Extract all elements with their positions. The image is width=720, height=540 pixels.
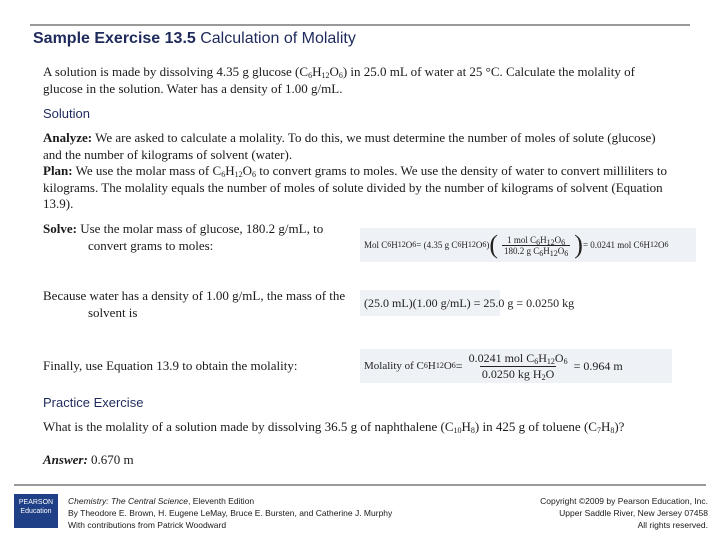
footer-citation: Chemistry: The Central Science, Eleventh Edition By Theodore E. Brown, H. Eugene LeMay, Bruce E. Bursten, and Catherine J. Murphy With contributions from Patrick Woodward bbox=[68, 496, 393, 530]
mass-equation: (25.0 mL)(1.00 g/mL) = 25.0 g = 0.0250 kg bbox=[360, 290, 500, 316]
top-divider bbox=[30, 24, 690, 26]
solution-heading: Solution bbox=[43, 106, 90, 121]
publisher-logo: PEARSON Education bbox=[14, 494, 58, 528]
moles-fraction: $\frac{1 mol C_6H_{12}O_6}{180.2 g C_6H_{12}O_6}$ bbox=[504, 234, 569, 258]
molality-fraction: $\frac{0.0241 mol C_6H_{12}O_6}{0.0250 kg H_2O}$ bbox=[468, 350, 568, 382]
molality-equation: Molality of C 6 H 12 O 6 = $\frac{0.0241 mol C_6H_{12}O_6}{0.0250 kg H_2O}$ = 0.964 m bbox=[360, 349, 672, 383]
moles-equation: Mol C 6 H 12 O 6 = (4.35 g C 6 H 12 O 6 ) ( $\frac{1 mol C_6H_{12}O_6}{180.2 g C_6H_{12}O_6}$ ) = 0.0241 mol C 6 H 12 O 6 bbox=[360, 228, 696, 262]
practice-question: What is the molality of a solution made by dissolving 36.5 g of naphthalene $(C_{10}H_8)$ in 425 g of toluene $(C_7H_8)$? bbox=[43, 419, 625, 435]
footer-copyright: Copyright ©2009 by Pearson Education, Inc. Upper Saddle River, New Jersey 07458 All rights reserved. bbox=[540, 496, 708, 530]
bottom-divider bbox=[14, 484, 706, 486]
problem-statement: A solution is made by dissolving 4.35 g glucose $(C_6H_{12}O_6)$ in 25.0 mL of water at 25 °C. Calculate the molality of glucose in the solution. Water has a density of 1.00 g/mL. bbox=[43, 64, 635, 96]
finally-paragraph: Finally, use Equation 13.9 to obtain the molality: bbox=[43, 358, 298, 373]
solve-paragraph: Solve: Use the molar mass of glucose, 180.2 g/mL, to convert grams to moles: bbox=[43, 221, 324, 253]
density-paragraph: Because water has a density of 1.00 g/mL, the mass of the solvent is bbox=[43, 288, 346, 320]
practice-answer: Answer: 0.670 m bbox=[43, 452, 134, 467]
analyze-paragraph: Analyze: We are asked to calculate a molality. To do this, we must determine the number of moles of solute (glucose) and the number of kilograms of solvent (water). bbox=[43, 130, 656, 162]
plan-paragraph: Plan: We use the molar mass of $C_6H_{12}O_6$ to convert grams to moles. We use the density of water to convert milliliters to kilograms. The molality equals the number of moles of solute divided by the number of kilograms of solvent (Equation 13.9). bbox=[43, 163, 667, 211]
page-title: Sample Exercise 13.5 Calculation of Molality bbox=[33, 30, 356, 47]
practice-heading: Practice Exercise bbox=[43, 395, 144, 410]
